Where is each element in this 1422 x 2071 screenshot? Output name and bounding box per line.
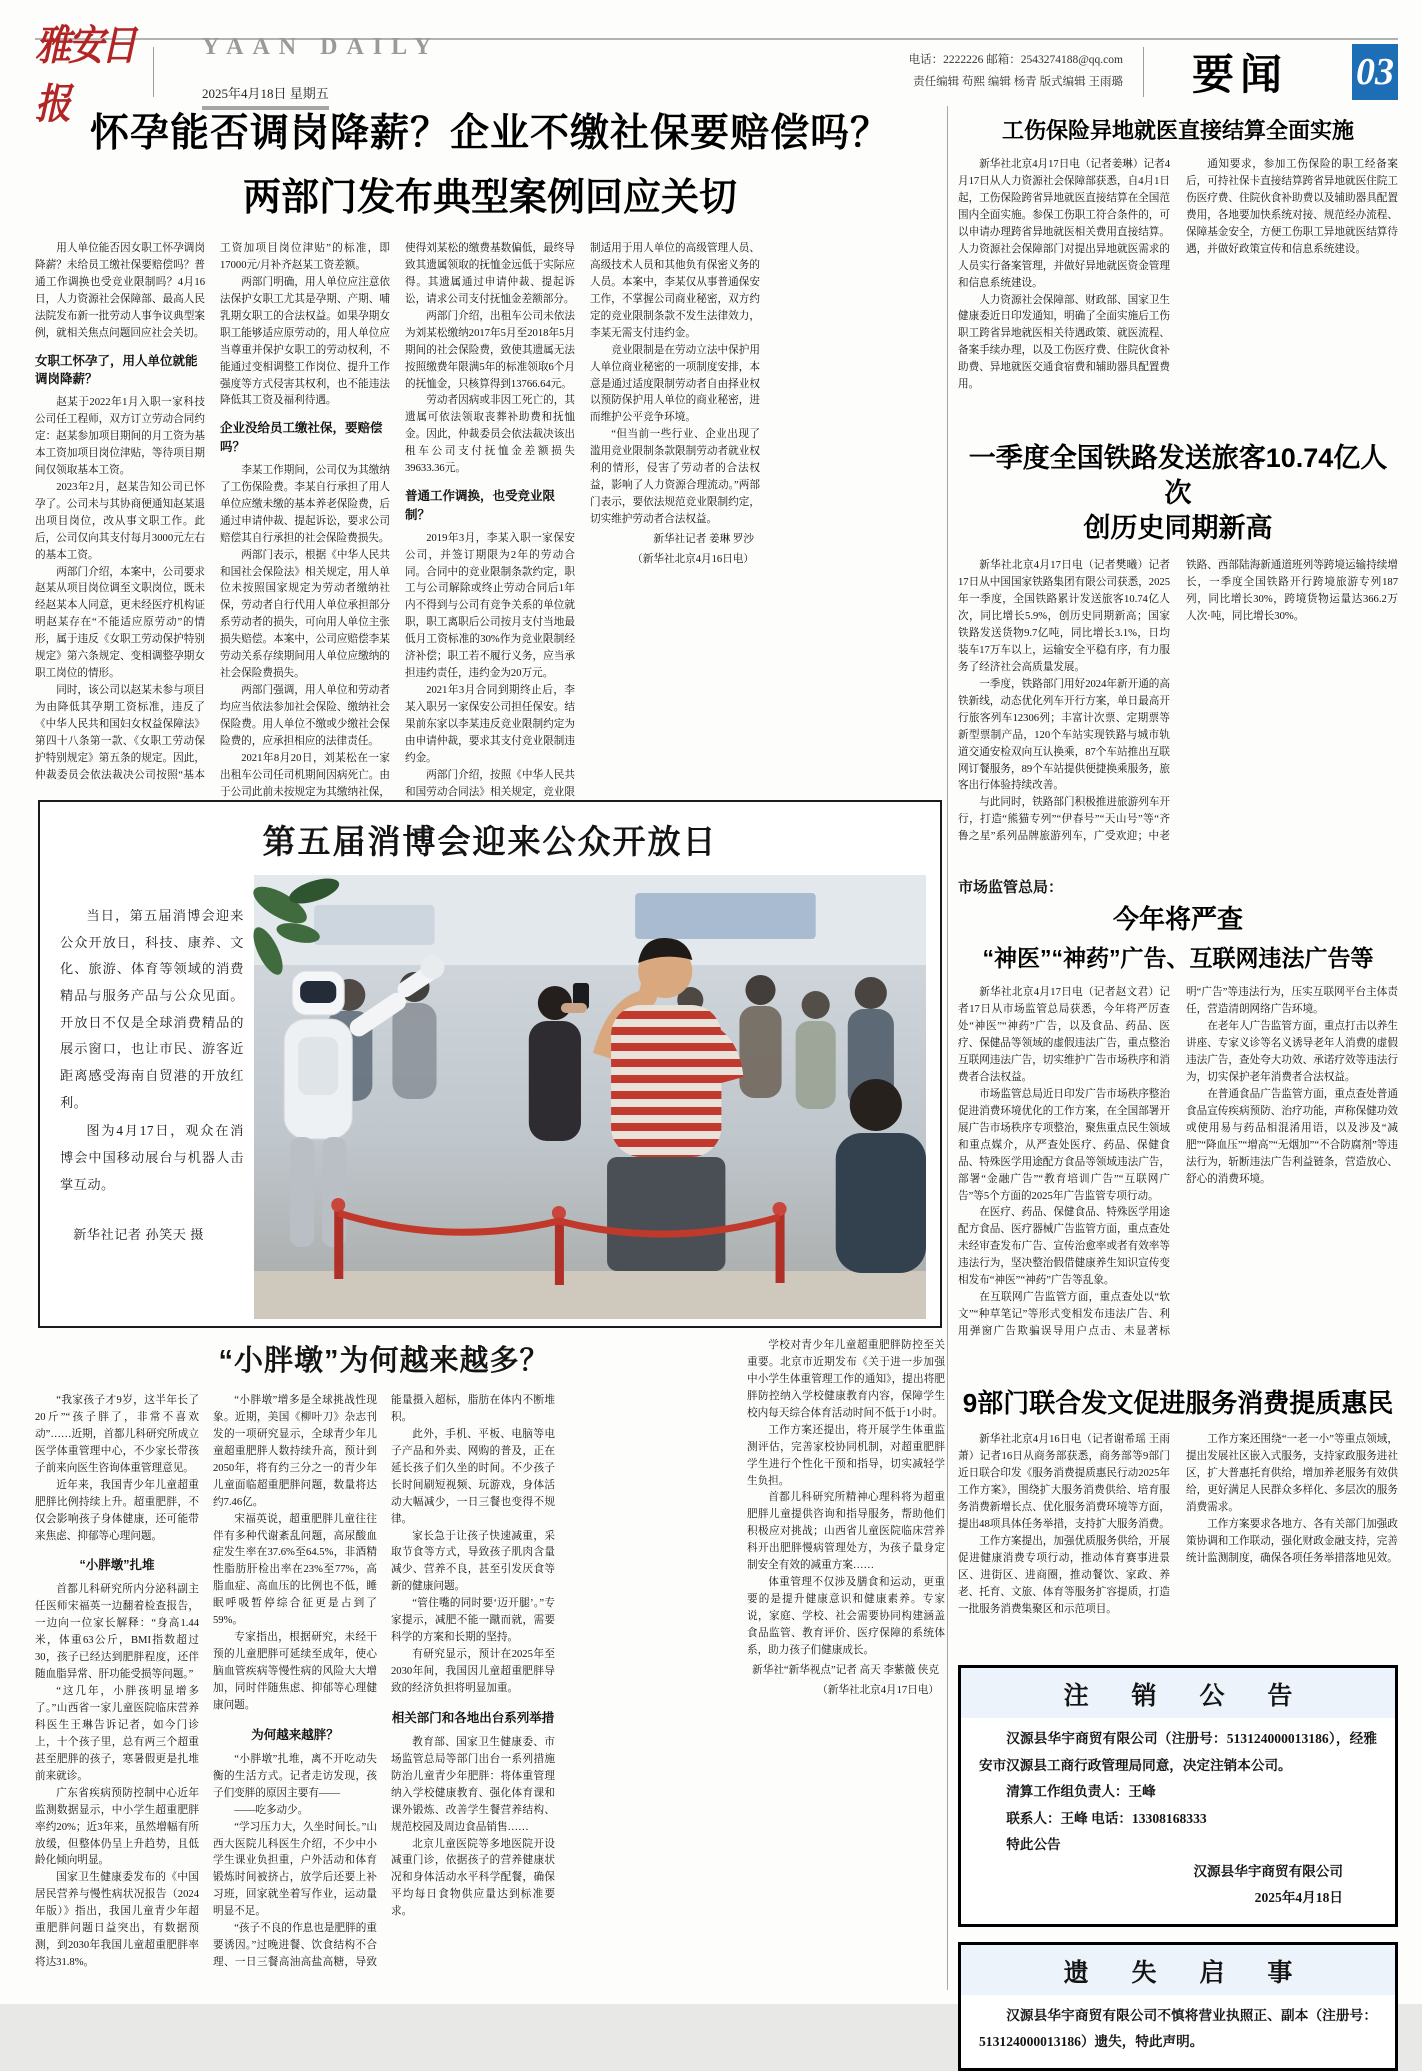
masthead-center (202, 34, 440, 110)
loss-notice (958, 1942, 1398, 2071)
masthead-divider-2 (1143, 47, 1144, 97)
lead-article-body: 用人单位能否因女职工怀孕调岗降薪？未给员工缴社保要赔偿吗？普通工作调换也受竞业限制吗？4月16日，人力资源社会保障部、最高人民法院发布新一批劳动人事争议典型案例，就相关焦点问题回应社会关切。 女职工怀孕了，用人单位就能调岗降薪？ 赵某于2022年1月入职一家科技公司任工程师，双方订立劳动合同约定：赵某参加项目期间的月工资为基本工资加项目岗位津贴，等待项目期间仅领取基本工资。 2023年2月，赵某告知公司已怀孕了。公司未与其协商便通知赵某退出项目岗位，改从事文职工作。此后，公司仅向其支付每月3000元左右的基本工资。 两部门介绍，本案中，公司要求赵某从项目岗位调至文职岗位，既未经赵某本人同意，更未经医疗机构证明赵某存在“不能适应原劳动”的情形，属于违反《女职工劳动保护特别规定》第六条规定、变相调整孕期女职工岗位的情形。 同时，该公司以赵某未参与项目为由降低其孕期工资标准，违反了《中华人民共和国妇女权益保障法》第四十八条第一款、《女职工劳动保护特别规定》第五条的规定。因此，仲裁委员会依法裁决公司按照“基本工资加项目岗位津贴”的标准，即17000元/月补齐赵某工资差额。 两部门明确，用人单位应注意依法保护女职工尤其是孕期、产期、哺乳期女职工的合法权益。如果孕期女职工能够适应原劳动的，用人单位应当尊重并保护女职工的劳动权利，不能通过变相调整工作岗位、提升工作强度等方式侵害其权利，也不能违法降低其工资及福利待遇。 企业没给员工缴社保，要赔偿吗？ 李某工作期间，公司仅为其缴纳了工伤保险费。李某自行承担了用人单位应缴未缴的基本养老保险费，后通过申请仲裁、提起诉讼，要求公司赔偿其自行承担的社会保险费损失。 两部门表示，根据《中华人民共和国社会保险法》相关规定，用人单位未按照国家规定为劳动者缴纳社保，劳动者自行代用人单位承担部分系劳动者的损失，可向用人单位主张损失赔偿。本案中，公司应赔偿李某劳动关系存续期间用人单位应缴纳的社会保险费损失。 两部门强调，用人单位和劳动者均应当依法参加社会保险、缴纳社会保险费。用人单位不缴或少缴社会保险费的，应承担相应的法律责任。 2021年8月20日，刘某松在一家出租车公司任司机期间因病死亡。由于公司此前未按规定为其缴纳社保，使得刘某松的缴费基数偏低，最终导致其遗属领取的抚恤金远低于实际应得。其遗属通过申请仲裁、提起诉讼，请求公司支付抚恤金差额部分。 两部门介绍，出租车公司未依法为刘某松缴纳2017年5月至2018年5月期间的社会保险费，致使其遗属无法按照缴费年限满5年的标准领取6个月的抚恤金，只核算得到13766.64元。 劳动者因病或非因工死亡的，其遗属可依法领取丧葬补助费和抚恤金。因此，仲裁委员会依法裁决该出租车公司支付抚恤金差额损失39633.36元。 普通工作调换，也受竞业限制？ 2019年3月，李某入职一家保安公司，并签订期限为2年的劳动合同。合同中的竞业限制条款约定，职工与公司解除或终止劳动合同后1年内不得到与公司有竞争关系的单位就职，职工离职后公司按月支付当地最低月工资标准的30%作为竞业限制经济补偿；职工若不履行义务，应当承担违约责任，违约金为20万元。 2021年3月合同到期终止后，李某入职另一家保安公司担任保安。结果前东家以李某违反竞业限制约定为由申请仲裁，要求其支付竞业限制违约金。 两部门介绍，按照《中华人民共和国劳动合同法》相关规定，竞业限制适用于用人单位的高级管理人员、高级技术人员和其他负有保密义务的人员。本案中，李某仅从事普通保安工作，不掌握公司商业秘密，双方约定的竞业限制条款不发生法律效力，李某无需支付违约金。 竞业限制是在劳动立法中保护用人单位商业秘密的一项制度安排，本意是通过适度限制劳动者自由择业权以预防保护用人单位的商业秘密，进而维护公平竞争环境。 “但当前一些行业、企业出现了滥用竞业限制条款限制劳动者就业权利的情形，侵害了劳动者的合法权益，影响了人力资源合理流动。”两部门表示，要依法规范竞业限制约定，切实维护劳动者合法权益。 新华社记者 姜琳 罗沙 （新华社北京4月16日电） (35, 243, 760, 798)
dateline: 2025年4月18日 星期五 (202, 83, 329, 110)
masthead-credits (909, 50, 1143, 94)
expo-title: 第五届消博会迎来公众开放日 (262, 823, 718, 860)
fat-kids-article (35, 1338, 945, 1995)
fat-kids-headline: “小胖墩”为何越来越多？ (218, 1345, 550, 1377)
ad-regulation-kicker: 市场监管总局： (958, 879, 1064, 897)
article-service-consumption (958, 1383, 1398, 1650)
ad-regulation-body: 新华社北京4月17日电（记者赵文君）记者17日从市场监管总局获悉，今年将严厉查处“神医”“神药”广告，以及食品、药品、医疗、保健品等领域的虚假违法广告，重点整治互联网违法广告，切实维护广告市场秩序和消费者合法权益。 市场监管总局近日印发广告市场秩序整治促进消费环境优化的工作方案，在全国部署开展广告市场秩序专项整治，聚焦重点民生领域和重点媒介，从严查处医疗、药品、保健食品、特殊医学用途配方食品等领域违法广告，部署“金融广告”“教育培训广告”“互联网广告”等5个方面的2025年广告监管专项行动。 在医疗、药品、保健食品、特殊医学用途配方食品、医疗器械广告监管方面，重点查处未经审查发布广告、宣传治愈率或者有效率等违法行为，坚决整治假借健康养生知识宣传变相发布“神医”“神药”广告等乱象。 在互联网广告监管方面，重点查处以“软文”“种草笔记”等形式变相发布违法广告、利用弹窗广告欺骗误导用户点击、未显著标明“广告”等违法行为，压实互联网平台主体责任，营造清朗网络广告环境。 在老年人广告监管方面，重点打击以养生讲座、专家义诊等名义诱导老年人消费的虚假违法广告，查处夸大功效、承诺疗效等违法行为，切实保护老年消费者合法权益。 在普通食品广告监管方面，重点查处普通食品宣传疾病预防、治疗功能，声称保健功效或使用易与药品相混淆用语，以及涉及“减肥”“降血压”“增高”“无烟加”“不合防腐剂”等违法行为，斩断违法广告利益链条，营造放心、舒心的消费环境。 (958, 987, 1398, 1338)
right-column (958, 106, 1398, 2071)
expo-photo-story (38, 800, 942, 1328)
article-railway-passengers (958, 441, 1398, 856)
english-title: YAAN DAILY (202, 34, 441, 60)
service-consumption-body: 新华社北京4月16日电（记者谢希瑶 王雨萧）记者16日从商务部获悉，商务部等9部门近日联合印发《服务消费提质惠民行动2025年工作方案》，围绕扩大服务消费供给、培育服务消费新增长点、优化服务消费环境等方面，提出48项具体任务举措，支持扩大服务消费。 工作方案提出，加强优质服务供给，开展促进健康消费专项行动，推动体育赛事进景区、进街区、进商圈，推动餐饮、家政、养老、托育、文旅、体育等服务扩容提质，打造一批服务消费集聚区和示范项目。 工作方案还围绕“一老一小”等重点领域，提出发展社区嵌入式服务，支持家政服务进社区，扩大普惠托育供给，增加养老服务有效供给，更好满足人民群众多样化、多层次的服务消费需求。 工作方案要求各地方、各有关部门加强政策协调和工作联动，强化财政金融支持，完善统计监测制度，确保各项任务举措落地见效。 (958, 1434, 1398, 1615)
article-ad-regulation (958, 876, 1398, 1367)
loss-notice-title: 遗 失 启 事 (961, 1945, 1395, 1995)
railway-body: 新华社北京4月17日电（记者樊曦）记者17日从中国国家铁路集团有限公司获悉，2025年一季度，全国铁路累计发送旅客10.74亿人次，同比增长5.9%，创历史同期新高；国家铁路发送货物9.7亿吨，同比增长3.1%，日均装车17万车以上，运输安全平稳有序，有力服务了经济社会高质量发展。 一季度，铁路部门用好2024年新开通的高铁新线，动态优化列车开行方案，单日最高开行旅客列车12306列；丰富计次票、定期票等新型票制产品，120个车站实现铁路与城市轨道交通安检双向互认换乘，87个车站推出互联网订餐服务，89个车站提供便捷换乘服务，旅客出行体验持续改善。 与此同时，铁路部门积极推进旅游列车开行，打造“熊猫专列”“伊春号”“天山号”等“齐鲁之星”系列品牌旅游列车，广受欢迎；中老铁路、西部陆海新通道班列等跨境运输持续增长，一季度全国铁路开行跨境旅游专列187列，同比增长30%，跨境货物运量达366.2万人次·吨，同比增长30%。 (958, 560, 1398, 843)
railway-headline-line2: 创历史同期新高 (1083, 513, 1273, 544)
cancellation-notice (958, 1665, 1398, 1927)
masthead-divider (153, 47, 154, 97)
expo-photo (254, 875, 926, 1319)
fat-kids-main (35, 1338, 733, 1995)
ad-regulation-headline-line2: “神医”“神药”广告、互联网违法广告等 (982, 945, 1374, 972)
injury-insurance-headline: 工伤保险异地就医直接结算全面实施 (1001, 118, 1354, 143)
cancellation-notice-title: 注 销 公 告 (961, 1668, 1395, 1718)
fat-kids-body: “我家孩子才9岁，这半年长了20斤”“孩子胖了，非常不喜欢动”……近期，首都儿科研究所成立医学体重管理中心，不少家长带孩子前来向医生咨询体重管理意见。 近年来，我国青少年儿童超重肥胖比例持续上升。超重肥胖，不仅会影响孩子身体健康，还可能带来焦虑、抑郁等心理问题。 “小胖墩”扎堆 首都儿科研究所内分泌科副主任医师宋福英一边翻着检查报告，一边向一位家长解释：“身高1.44米，体重63公斤，BMI指数超过30，孩子已经达到肥胖程度，还伴随血脂异常、肝功能受损等问题。” “这几年，小胖孩明显增多了。”山西省一家儿童医院临床营养科医生王琳告诉记者，如今门诊上，十个孩子里，总有两三个超重甚至肥胖的孩子，寒暑假更是扎堆前来就诊。 广东省疾病预防控制中心近年监测数据显示，中小学生超重肥胖率约20%；近3年来，虽然增幅有所放缓，但整体仍呈上升趋势，且低龄化倾向明显。 国家卫生健康委发布的《中国居民营养与慢性病状况报告（2024年版）》指出，我国儿童青少年超重肥胖问题日益突出，有数据预测，到2030年我国儿童超重肥胖率将达31.8%。 “小胖墩”增多是全球挑战性现象。近期，美国《柳叶刀》杂志刊发的一项研究显示，全球青少年儿童超重肥胖人数持续升高，预计到2050年，将有约三分之一的青少年儿童面临超重肥胖问题，数量将达约7.46亿。 宋福英说，超重肥胖儿童往往伴有多种代谢紊乱问题，高尿酸血症发生率在37.6%至64.5%，非酒精性脂肪肝检出率在23%至77%，高脂血症、高血压的比例也不低，睡眠呼吸暂停综合征更是占到了59%。 专家指出，根据研究，未经干预的儿童肥胖可延续至成年，使心脑血管疾病等慢性病的风险大大增加，同时伴随焦虑、抑郁等心理健康问题。 为何越来越胖？ “小胖墩”扎堆，离不开吃动失衡的生活方式。记者走访发现，孩子们变胖的原因主要有—— ——吃多动少。 “学习压力大，久坐时间长。”山西大医院儿科医生介绍，不少中小学生课业负担重，户外活动和体育锻炼时间被挤占，放学后还要上补习班，回家就坐着写作业，运动量明显不足。 “孩子不良的作息也是肥胖的重要诱因。”过晚进餐、饮食结构不合理、一日三餐高油高盐高糖，导致能量摄入超标，脂肪在体内不断堆积。 此外，手机、平板、电脑等电子产品和外卖、网购的普及，正在延长孩子们久坐的时间。不少孩子长时间刷短视频、玩游戏，身体活动大幅减少，一日三餐也变得不规律。 家长急于让孩子快速减重，采取节食等方式，导致孩子肌肉含量减少、营养不良，甚至引发厌食等新的健康问题。 “管住嘴的同时要‘迈开腿’。”专家提示，减肥不能一蹴而就，需要科学的方案和长期的坚持。 有研究显示，预计在2025年至2030年间，我国因儿童超重肥胖导致的经济负担将明显加重。 相关部门和各地出台系列举措 教育部、国家卫生健康委、市场监管总局等部门出台一系列措施防治儿童青少年肥胖：将体重管理纳入学校健康教育、强化体育课和课外锻炼、改善学生餐营养结构、规范校园及周边食品销售…… 北京儿童医院等多地医院开设减重门诊，依据孩子的营养健康状况和身体活动水平科学配餐，确保平均每日食物供应量达到标准要求。 (35, 1395, 555, 1969)
newspaper-logo: 雅安日报 (35, 22, 135, 128)
loss-notice-body: 汉源县华宇商贸有限公司不慎将营业执照正、副本（注册号：513124000013186）遗失，特此声明。 (979, 2007, 1377, 2050)
cancellation-notice-body: 汉源县华宇商贸有限公司（注册号：513124000013186），经雅安市汉源县工商行政管理局同意，决定注销本公司。 清算工作组负责人：王峰 联系人：王峰 电话：13308168333 特此公告 汉源县华宇商贸有限公司 2025年4月18日 (979, 1731, 1377, 1906)
page-number-badge: 03 (1352, 44, 1398, 100)
lead-headline-line1: 怀孕能否调岗降薪？企业不缴社保要赔偿吗？ (89, 112, 890, 155)
editors-line: 责任编辑 苟熙 编辑 杨青 版式编辑 王雨璐 (913, 76, 1123, 88)
expo-photo-illustration (254, 875, 926, 1319)
column-divider (947, 106, 948, 1990)
railway-headline-line1: 一季度全国铁路发送旅客10.74亿人次 (968, 443, 1388, 509)
service-consumption-headline: 9部门联合发文促进服务消费提质惠民 (962, 1388, 1394, 1419)
fat-kids-continuation: 学校对青少年儿童超重肥胖防控至关重要。北京市近期发布《关于进一步加强中小学生体重管理工作的通知》，提出将肥胖防控纳入学校健康教育内容，保障学生校内每天综合体育活动时间不低于1小时。 工作方案还提出，将开展学生体重监测评估，完善家校协同机制，对超重肥胖学生进行个性化干预和指导，切实减轻学生负担。 首都儿科研究所精神心理科将为超重肥胖儿童提供咨询和指导服务，帮助他们积极应对挑战；山西省儿童医院临床营养科开出肥胖慢病管理处方，为孩子量身定制安全有效的减重方案…… 体重管理不仅涉及膳食和运动，更重要的是提升健康意识和健康素养。专家说，家庭、学校、社会需要协同构建涵盖食品监管、教育评价、医疗保障的系统体系，助力孩子们健康成长。 新华社“新华视点”记者 高天 李紫薇 侠克 （新华社北京4月17日电） (747, 1340, 945, 1696)
masthead (35, 22, 1398, 128)
injury-insurance-body: 新华社北京4月17日电（记者姜琳）记者4月17日从人力资源社会保障部获悉，自4月1日起，工伤保险跨省异地就医直接结算在全国范围内全面实施。参保工伤职工符合条件的，可以申请办理跨省异地就医相关费用直接结算。人力资源社会保障部门对提出异地就医需求的人员实行备案管理，并做好异地就医资金管理和信息系统建设。 人力资源社会保障部、财政部、国家卫生健康委近日印发通知，明确了全面实施后工伤职工跨省异地就医相关待遇政策、就医流程、备案手续办理，以及工伤医疗费、住院伙食补助费、异地就医交通食宿费和辅助器具配置费用。 通知要求，参加工伤保险的职工经备案后，可持社保卡直接结算跨省异地就医住院工伤医疗费、住院伙食补助费以及辅助器具配置费用，各地要加快系统对接、规范经办流程、保障基金安全，方便工伤职工异地就医结算待遇，并做好政策宣传和信息系统建设。 (958, 159, 1398, 391)
expo-caption: 当日，第五届消博会迎来公众开放日，科技、康养、文化、旅游、体育等领域的消费精品与服务产品与公众见面。开放日不仅是全球消费精品的展示窗口，也让市民、游客近距离感受海南自贸港的开放红利。 图为4月17日，观众在消博会中国移动展台与机器人击掌互动。 新华社记者 孙笑天 摄 (60, 908, 244, 1243)
lead-article (35, 102, 945, 807)
lead-headline-line2: 两部门发布典型案例回应关切 (242, 177, 737, 219)
ad-regulation-headline-line1: 今年将严查 (1112, 904, 1243, 935)
article-injury-insurance (958, 114, 1398, 423)
expo-content-row (54, 875, 926, 1319)
contact-line: 电话：2222226 邮箱：2543274188@qq.com (908, 54, 1123, 67)
section-title: 要闻 (1191, 51, 1288, 98)
